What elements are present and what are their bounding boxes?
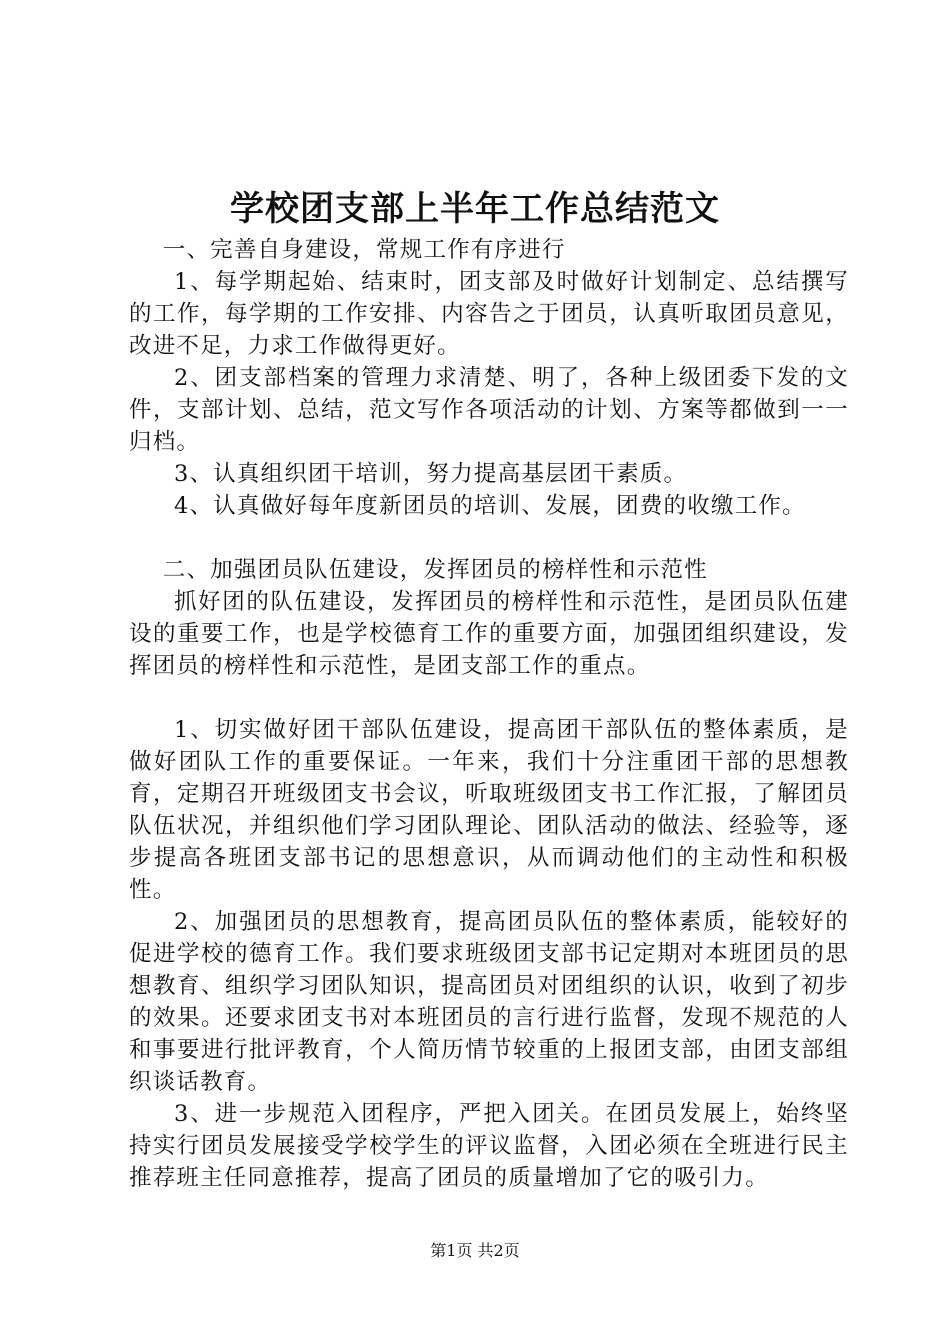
paragraph: 3、进一步规范入团程序，严把入团关。在团员发展上，始终坚持实行团员发展接受学校学生的评议监督，入团必须在全班进行民主推荐班主任同意推荐，提高了团员的质量增加了它的吸引力。 xyxy=(129,1101,849,1191)
paragraph: 抓好团的队伍建设，发挥团员的榜样性和示范性，是团员队伍建设的重要工作，也是学校德育工作的重要方面，加强团组织建设，发挥团员的榜样性和示范性，是团支部工作的重点。 xyxy=(129,589,849,679)
paragraph: 1、每学期起始、结束时，团支部及时做好计划制定、总结撰写的工作，每学期的工作安排、内容告之于团员，认真听取团员意见，改进不足，力求工作做得更好。 xyxy=(129,269,849,359)
document-title: 学校团支部上半年工作总结范文 xyxy=(230,189,720,229)
paragraph: 3、认真组织团干培训，努力提高基层团干素质。 xyxy=(174,461,688,487)
paragraph: 2、加强团员的思想教育，提高团员队伍的整体素质，能较好的促进学校的德育工作。我们要求班级团支部书记定期对本班团员的思想教育、组织学习团队知识，提高团员对团组织的认识，收到了初步的效果。还要求团支书对本班团员的言行进行监督，发现不规范的人和事要进行批评教育，个人简历情节较重的上报团支部，由团支部组织谈话教育。 xyxy=(129,909,849,1095)
page-footer: 第1页 共2页 xyxy=(430,1241,520,1260)
paragraph: 4、认真做好每年度新团员的培训、发展，团费的收缴工作。 xyxy=(174,493,806,519)
blank-line xyxy=(129,522,849,554)
paragraph: 1、切实做好团干部队伍建设，提高团干部队伍的整体素质，是做好团队工作的重要保证。一年来，我们十分注重团干部的思想教育，定期召开班级团支书会议，听取班级团支书工作汇报，了解团员队伍状况，并组织他们学习团队理论、团队活动的做法、经验等，逐步提高各班团支部书记的思想意识，从而调动他们的主动性和积极性。 xyxy=(129,717,849,903)
section-heading: 二、加强团员队伍建设，发挥团员的榜样性和示范性 xyxy=(162,557,708,583)
blank-line xyxy=(129,682,849,714)
document-body xyxy=(129,234,849,1194)
paragraph: 2、团支部档案的管理力求清楚、明了，各种上级团委下发的文件，支部计划、总结，范文写作各项活动的计划、方案等都做到一一归档。 xyxy=(129,365,849,455)
section-heading: 一、完善自身建设，常规工作有序进行 xyxy=(162,237,566,263)
